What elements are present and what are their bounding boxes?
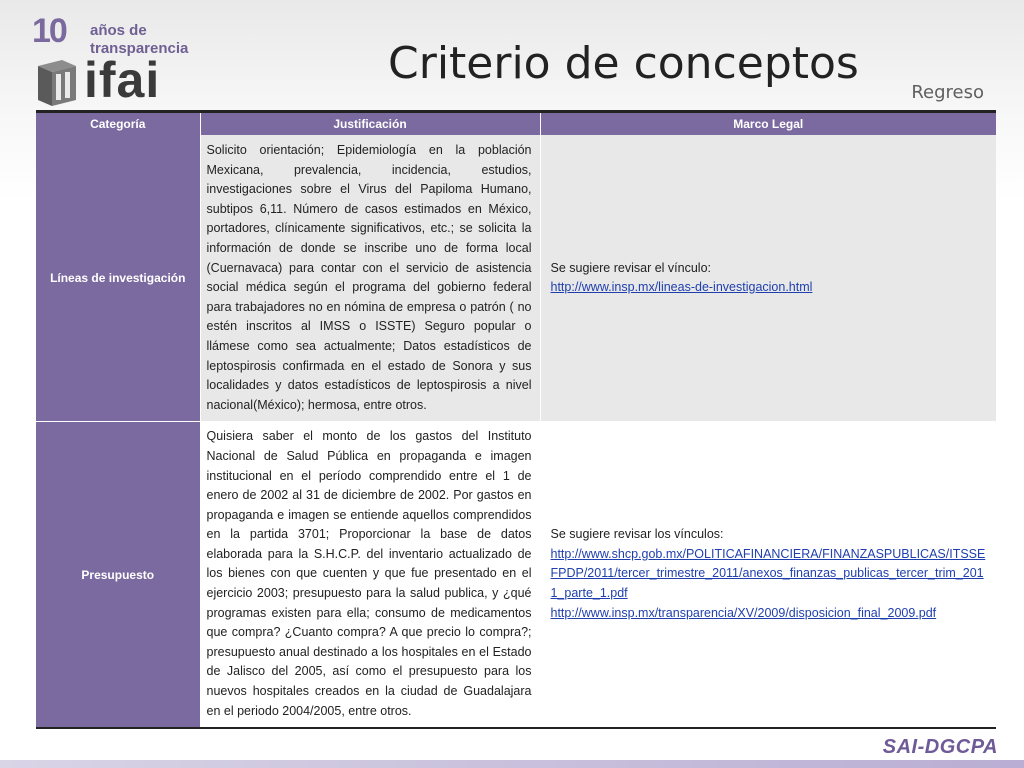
logo-line-years: años de — [90, 22, 147, 39]
header-category: Categoría — [36, 112, 200, 136]
link-insp-transparency[interactable]: http://www.insp.mx/transparencia/XV/2009/disposicion_final_2009.pdf — [550, 605, 937, 620]
footer-bar — [0, 760, 1024, 768]
category-cell: Presupuesto — [36, 421, 200, 728]
justification-cell: Solicito orientación; Epidemiología en la población Mexicana, prevalencia, incidencia, estudios, investigaciones sobre el Virus del Papiloma Humano, subtipos 6,11. Número de casos estimados en México, portadores, clínicamente significativos, etc.; se solicita la información de donde se inscribe uno de forma local (Cuernavaca) para contar con el servicio de asistencia social médica según el programa del gobierno federal para trabajadores no en nómina de empresa o patrón ( no estén inscritos al IMSS o ISSTE) Seguro popular o llámese como sea actualmente; Datos estadísticos de leptospirosis confirmada en el estado de Sonora y sus localidades y datos estadísticos de leptospirosis a nivel nacional(México); hermosa, entre otros. — [200, 135, 540, 421]
logo-line-transparency: transparencia — [90, 40, 189, 57]
footer-brand: SAI-DGCPA — [882, 736, 998, 758]
logo-ten: 10 — [32, 12, 66, 50]
header-legal-framework: Marco Legal — [540, 112, 996, 136]
page-title: Criterio de conceptos — [388, 38, 859, 89]
table-row — [36, 421, 996, 728]
table-row — [36, 135, 996, 421]
cube-icon — [32, 56, 80, 108]
legal-cell — [540, 421, 996, 728]
legal-intro: Se sugiere revisar los vínculos: — [550, 527, 724, 542]
header-justification: Justificación — [200, 112, 540, 136]
logo-brand: ifai — [84, 52, 161, 108]
legal-intro: Se sugiere revisar el vínculo: — [550, 260, 711, 275]
criteria-table — [36, 110, 996, 729]
back-link[interactable]: Regreso — [911, 82, 984, 103]
link-shcp-finance-report[interactable]: http://www.shcp.gob.mx/POLITICAFINANCIERA/FINANZASPUBLICAS/ITSSEFPDP/2011/tercer_trimestre_2011/anexos_finanzas_publicas_tercer_trim_2011_parte_1.pdf — [550, 546, 986, 601]
table-header-row — [36, 112, 996, 136]
legal-cell — [540, 135, 996, 421]
category-cell: Líneas de investigación — [36, 135, 200, 421]
justification-cell: Quisiera saber el monto de los gastos del Instituto Nacional de Salud Pública en propaganda e imagen institucional en el período comprendido entre el 1 de enero de 2002 al 31 de diciembre de 2002. Por gastos en propaganda e imagen se entiende aquellos comprendidos en la partida 3701; Proporcionar la base de datos elaborada para la S.H.C.P. del inventario actualizado de los bienes con que cuenten y que fue presentado en el ejercicio 2003; presupuesto para la salud publica, y ¿qué programas existen para ella; consumo de medicamentos que compra? ¿Cuanto compra? A que precio lo compra?; presupuesto anual destinado a los hospitales en el Estado de Jalisco del 2005, así como el presupuesto para los nuevos hospitales creados en la ciudad de Guadalajara en el periodo 2004/2005, entre otros. — [200, 421, 540, 728]
link-insp-research-lines[interactable]: http://www.insp.mx/lineas-de-investigacion.html — [550, 280, 813, 295]
ifai-logo — [28, 10, 188, 110]
